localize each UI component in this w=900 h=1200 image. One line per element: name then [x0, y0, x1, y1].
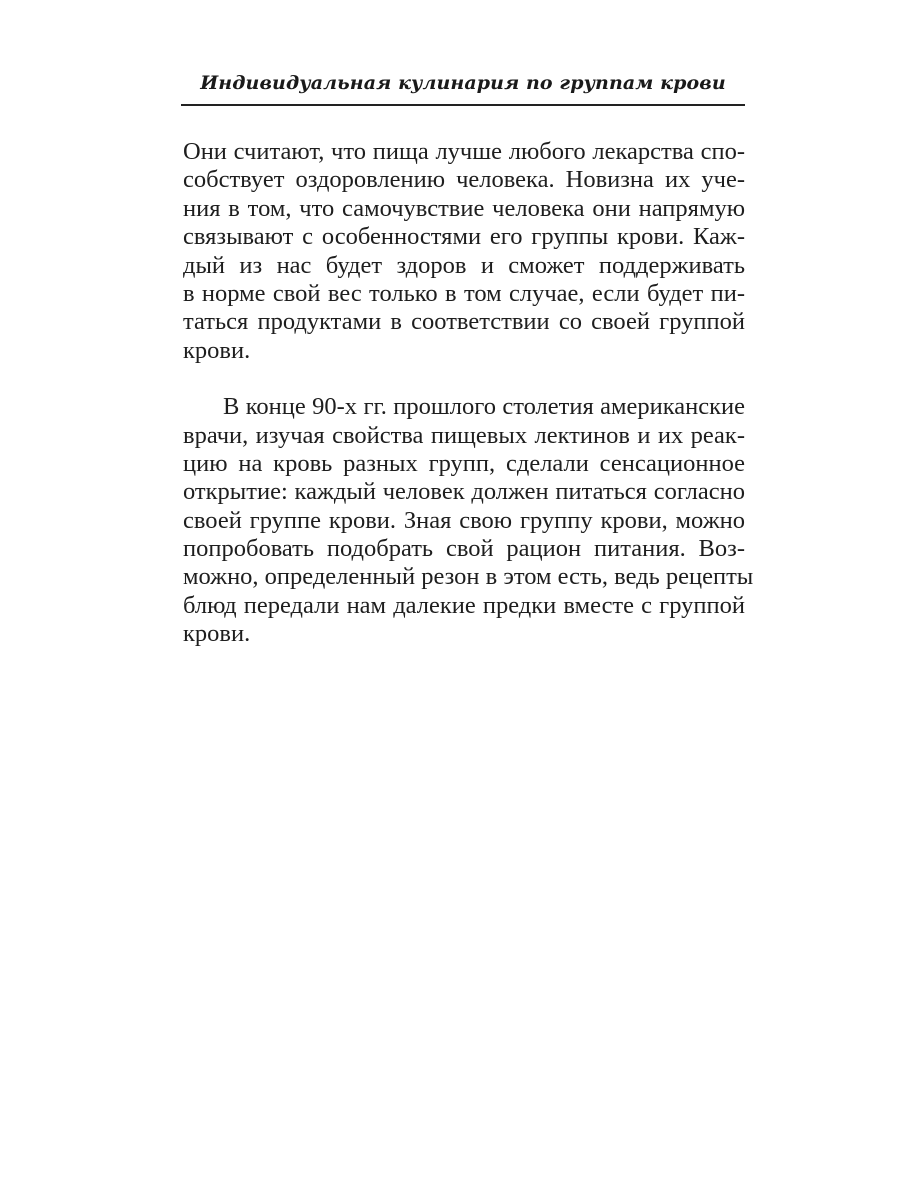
text-line: крови.	[183, 336, 251, 364]
body-text	[183, 138, 754, 649]
text-line: В конце 90-х гг. прошлого столетия американские	[223, 393, 745, 421]
running-head: Индивидуальная кулинария по группам крови	[200, 72, 726, 94]
text-line: ния в том, что самочувствие человека они напрямую	[183, 194, 745, 222]
paragraph-2	[183, 393, 754, 649]
text-line: своей группе крови. Зная свою группу крови, можно	[183, 506, 745, 534]
text-line: попробовать подобрать свой рацион питания. Воз-	[183, 535, 745, 563]
text-line: цию на кровь разных групп, сделали сенсационное	[183, 449, 745, 477]
paragraph-1	[183, 138, 745, 365]
text-line: блюд передали нам далекие предки вместе с группой	[183, 591, 745, 619]
text-line: крови.	[183, 620, 251, 648]
text-line: связывают с особенностями его группы крови. Каж-	[183, 223, 745, 251]
text-line: собствует оздоровлению человека. Новизна их уче-	[183, 166, 745, 194]
text-line: таться продуктами в соответствии со своей группой	[183, 308, 745, 336]
text-line: в норме свой вес только в том случае, если будет пи-	[183, 279, 745, 307]
header-rule	[181, 104, 745, 106]
text-line: можно, определенный резон в этом есть, ведь рецепты	[183, 563, 754, 591]
text-line: дый из нас будет здоров и сможет поддерживать	[183, 251, 745, 279]
text-line: открытие: каждый человек должен питаться согласно	[183, 478, 745, 506]
text-line: Они считают, что пища лучше любого лекарства спо-	[183, 138, 745, 165]
text-line: врачи, изучая свойства пищевых лектинов и их реак-	[183, 421, 745, 449]
